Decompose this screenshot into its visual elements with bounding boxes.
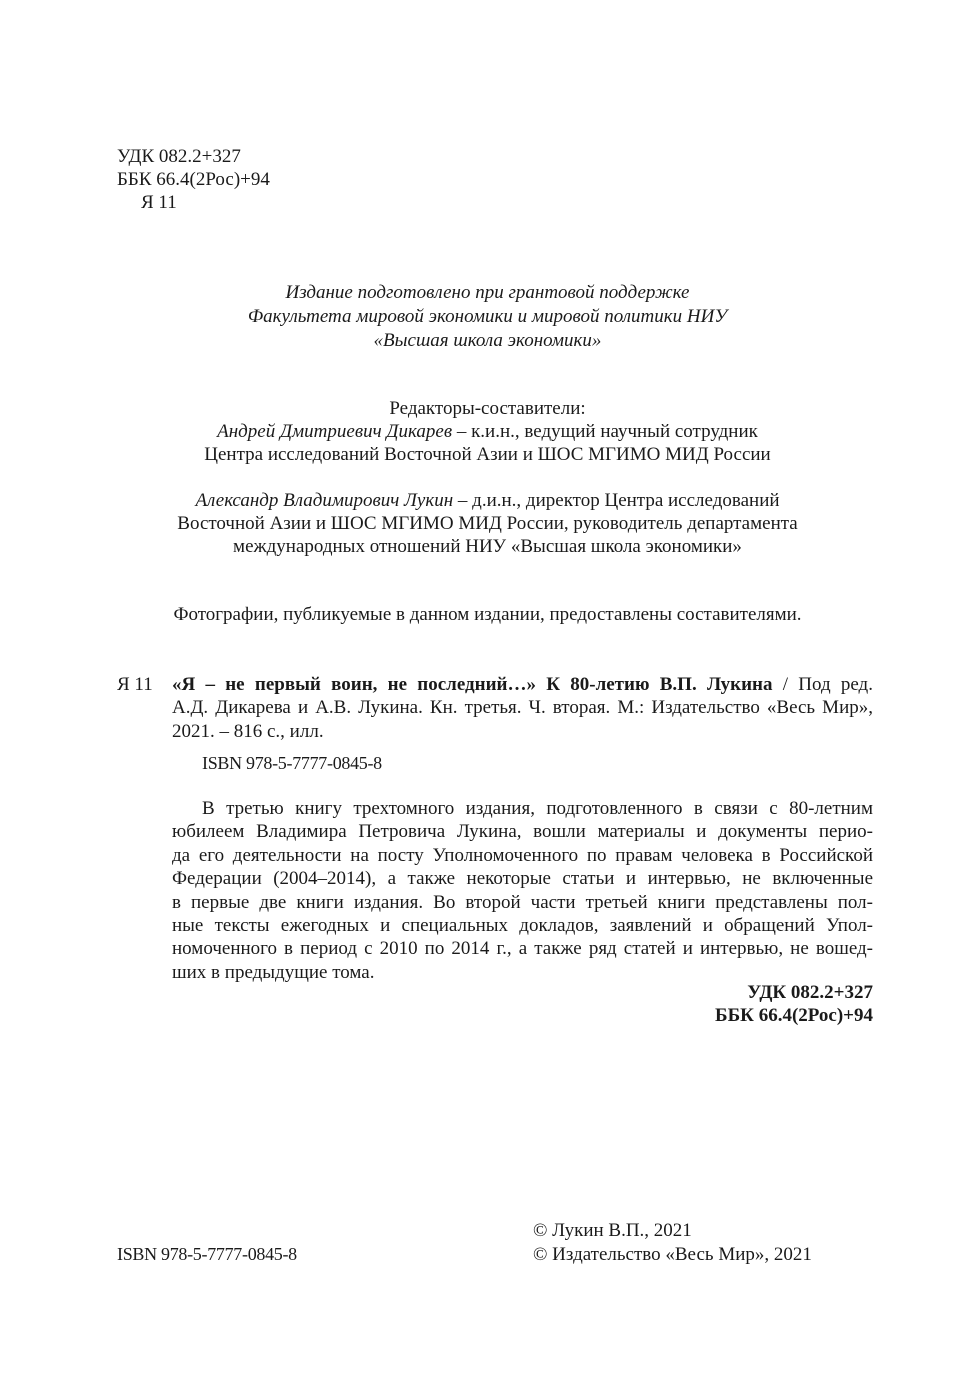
abstract-line: ших в предыдущие тома. — [172, 961, 375, 983]
copyright-publisher: © Издательство «Весь Мир», 2021 — [533, 1244, 812, 1265]
copyright-author: © Лукин В.П., 2021 — [533, 1220, 692, 1241]
editor1-name: Андрей Дмитриевич Дикарев — [217, 421, 453, 442]
catalog-line-2: А.Д. Дикарева и А.В. Лукина. Кн. третья. Ч. вторая. М.: Издательство «Весь Мир», — [172, 697, 873, 719]
book-title: «Я – не первый воин, не последний…» К 80-летию В.П. Лукина — [172, 674, 773, 695]
abstract-line: В третью книгу трехтомного издания, подготовленного в связи с 80-летним — [202, 798, 873, 819]
grant-note-line-2: Факультета мировой экономики и мировой политики НИУ — [247, 306, 728, 327]
editors-heading: Редакторы-составители: — [389, 398, 586, 419]
abstract-line: Федерации (2004–2014), а также некоторые статьи и интервью, не включенные — [172, 868, 873, 890]
abstract — [172, 797, 873, 984]
editor2-title: – д.и.н., директор Центра исследований — [453, 490, 780, 511]
author-sign: Я 11 — [141, 192, 177, 213]
grant-note-line-1: Издание подготовлено при грантовой поддержке — [285, 282, 690, 303]
catalog-entry — [172, 673, 873, 743]
catalog-line-3: 2021. – 816 с., илл. — [172, 720, 324, 742]
photo-note: Фотографии, публикуемые в данном издании, предоставлены составителями. — [173, 604, 802, 625]
editor2-name: Александр Владимирович Лукин — [195, 490, 454, 511]
grant-note-line-3: «Высшая школа экономики» — [373, 330, 602, 351]
abstract-line: да его деятельности на посту Уполномоченного по правам человека в Российской — [172, 844, 873, 866]
catalog-udk: УДК 082.2+327 — [747, 982, 873, 1003]
catalog-bbk: ББК 66.4(2Рос)+94 — [715, 1005, 873, 1026]
catalog-line-1 — [172, 673, 873, 696]
footer-isbn: ISBN 978-5-7777-0845-8 — [117, 1244, 297, 1264]
editor1-line-1 — [0, 420, 975, 443]
abstract-line: юбилеем Владимира Петровича Лукина, вошли материалы и документы перио- — [172, 821, 873, 843]
book-editors-prefix: / Под ред. — [772, 674, 873, 695]
catalog-sign: Я 11 — [117, 674, 153, 695]
abstract-line: номоченного в период с 2010 по 2014 г., а также ряд статей и интервью, не вошед- — [172, 938, 873, 960]
catalog-isbn: ISBN 978-5-7777-0845-8 — [202, 753, 382, 773]
editor1-line-2: Центра исследований Восточной Азии и ШОС МГИМО МИД России — [204, 444, 771, 465]
udk-code: УДК 082.2+327 — [117, 146, 241, 167]
editor2-line-1 — [0, 489, 975, 512]
editor2-line-2: Восточной Азии и ШОС МГИМО МИД России, руководитель департамента — [177, 513, 798, 534]
editor2-line-3: международных отношений НИУ «Высшая школа экономики» — [233, 536, 742, 557]
bbk-code: ББК 66.4(2Рос)+94 — [117, 169, 270, 190]
abstract-line: в первые две книги издания. Во второй части третьей книги представлены пол- — [172, 891, 873, 913]
abstract-line: ные тексты ежегодных и специальных докладов, заявлений и обращений Упол- — [172, 915, 873, 937]
editor1-title: – к.и.н., ведущий научный сотрудник — [452, 421, 758, 442]
